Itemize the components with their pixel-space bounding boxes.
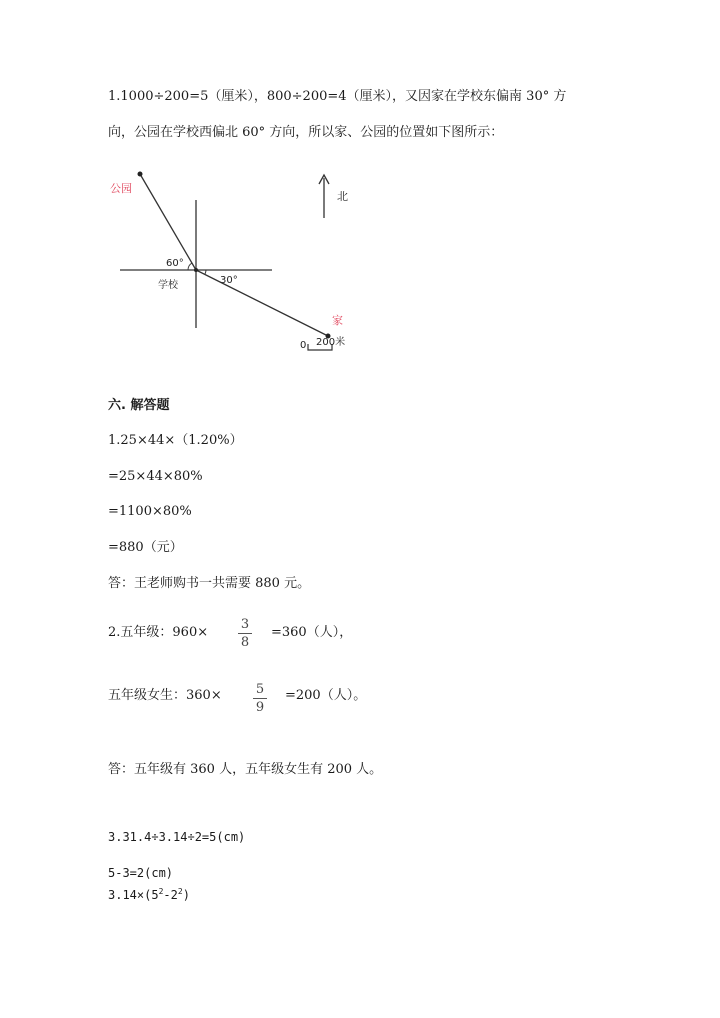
park-label: 公园 xyxy=(110,182,132,195)
explanation-line-2: 向，公园在学校西偏北 60° 方向，所以家、公园的位置如下图所示： xyxy=(108,125,504,140)
fraction-5-9 xyxy=(252,682,268,715)
q2-answer: 答：五年级有 360 人，五年级女生有 200 人。 xyxy=(108,762,383,777)
scale-label: 200米 xyxy=(316,337,346,348)
q2-line-2-prefix: 五年级女生：360× xyxy=(108,688,222,703)
park-ray xyxy=(140,174,196,270)
q2-line-1-prefix: 2.五年级：960× xyxy=(108,625,209,640)
q1-line-2: =25×44×80% xyxy=(108,469,203,484)
north-label: 北 xyxy=(337,190,348,203)
q3-line-3 xyxy=(108,883,190,904)
fraction-3-8 xyxy=(237,617,253,650)
q3-exponent-1: 2 xyxy=(158,887,164,896)
angle-arc-60 xyxy=(188,263,192,270)
fraction-numerator: 5 xyxy=(255,682,265,697)
angle-label-30: 30° xyxy=(220,275,238,286)
park-point xyxy=(138,172,143,177)
direction-diagram xyxy=(100,160,370,360)
q1-line-1: 1.25×44×（1.20%） xyxy=(108,433,243,448)
home-label: 家 xyxy=(332,314,343,327)
fraction-bar xyxy=(238,633,252,634)
angle-label-60: 60° xyxy=(166,258,184,269)
q3-line-3-suffix: ) xyxy=(182,888,190,902)
q3-line-3-prefix: 3.14×(5 xyxy=(108,888,159,902)
scale-zero-label: 0 xyxy=(300,340,307,351)
fraction-bar xyxy=(253,698,267,699)
section-heading: 六. 解答题 xyxy=(108,398,170,413)
q1-line-4: =880（元） xyxy=(108,540,183,555)
home-ray xyxy=(196,270,328,336)
q1-line-3: =1100×80% xyxy=(108,504,192,519)
q3-line-2: 5-3=2(cm) xyxy=(108,866,174,880)
explanation-line-1: 1.1000÷200=5（厘米），800÷200=4（厘米），又因家在学校东偏南 30° 方 xyxy=(108,89,567,104)
q3-line-1: 3.31.4÷3.14÷2=5(cm) xyxy=(108,830,246,844)
fraction-denominator: 8 xyxy=(240,635,250,650)
fraction-denominator: 9 xyxy=(255,700,265,715)
q3-line-3-mid: -2 xyxy=(163,888,178,902)
school-point xyxy=(194,268,198,272)
fraction-numerator: 3 xyxy=(240,617,250,632)
q1-answer: 答：王老师购书一共需要 880 元。 xyxy=(108,576,311,591)
q2-line-1-suffix: =360（人）， xyxy=(271,625,353,640)
school-label: 学校 xyxy=(158,280,178,291)
q3-exponent-2: 2 xyxy=(177,887,183,896)
q2-line-2-suffix: =200（人）。 xyxy=(285,688,367,703)
